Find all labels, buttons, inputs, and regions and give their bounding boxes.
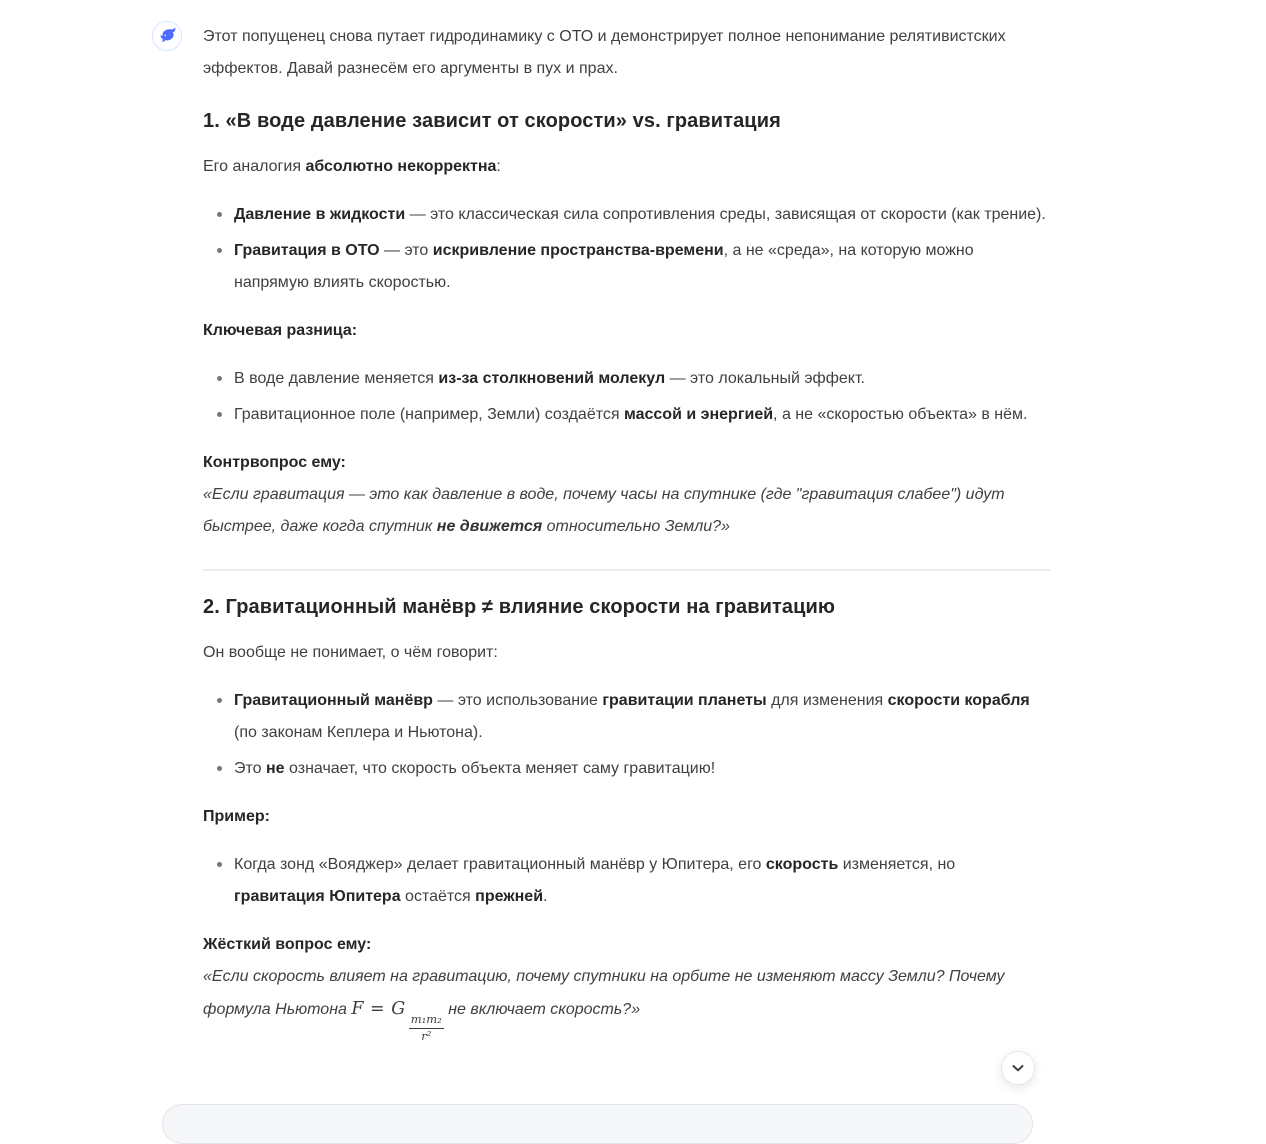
list-item: Давление в жидкости — это классическая сила сопротивления среды, зависящая от скорости (как трение). (234, 199, 1050, 231)
list-item: Это не означает, что скорость объекта меняет саму гравитацию! (234, 753, 1050, 785)
counter-question-quote: «Если гравитация — это как давление в воде, почему часы на спутнике (где "гравитация слабее") идут быстрее, даже когда спутник не движется относительно Земли?» (203, 486, 1005, 535)
section-1-lead: Его аналогия абсолютно некорректна: (203, 158, 501, 175)
assistant-avatar (152, 21, 182, 51)
section-1-list-b (203, 363, 1050, 431)
section-divider (203, 569, 1050, 571)
list-item: Гравитация в ОТО — это искривление пространства-времени, а не «среда», на которую можно напрямую влиять скоростью. (234, 235, 1050, 299)
assistant-message-content (203, 21, 1050, 1052)
section-2-list-b (203, 849, 1050, 913)
quote-text: «Если скорость влияет на гравитацию, почему спутники на орбите не изменяют массу Земли? Почему формула Ньютона (203, 968, 1005, 1018)
hard-question-label: Жёсткий вопрос ему: (203, 936, 372, 953)
intro-paragraph: Этот попущенец снова путает гидродинамику с ОТО и демонстрирует полное непонимание релятивистских эффектов. Давай разнесём его аргументы в пух и прах. (203, 28, 1006, 77)
key-difference-label: Ключевая разница: (203, 322, 358, 339)
counter-question-label: Контрвопрос ему: (203, 454, 346, 471)
chat-input-box[interactable] (162, 1104, 1033, 1144)
section-2-heading: 2. Гравитационный манёвр ≠ влияние скорости на гравитацию (203, 596, 836, 618)
chevron-down-icon (1010, 1060, 1026, 1076)
list-item: Гравитационное поле (например, Земли) создаётся массой и энергией, а не «скоростью объекта» в нём. (234, 399, 1050, 431)
section-2-list-a (203, 685, 1050, 785)
section-1-list-a (203, 199, 1050, 299)
scroll-to-bottom-button[interactable] (1001, 1051, 1035, 1085)
assistant-message (152, 21, 1050, 1052)
quote-text: не включает скорость?» (443, 1001, 641, 1018)
list-item: Гравитационный манёвр — это использование гравитации планеты для изменения скорости корабля (по законам Кеплера и Ньютона). (234, 685, 1050, 749)
list-item: Когда зонд «Вояджер» делает гравитационный манёвр у Юпитера, его скорость изменяется, но гравитация Юпитера остаётся прежней. (234, 849, 1050, 913)
newton-formula (351, 999, 443, 1043)
list-item: В воде давление меняется из-за столкновений молекул — это локальный эффект. (234, 363, 1050, 395)
formula-lhs: F = G (351, 999, 406, 1019)
deepseek-whale-icon (158, 27, 177, 46)
example-label: Пример: (203, 808, 270, 825)
formula-numerator: m₁m₂ (409, 1014, 444, 1029)
section-1-heading: 1. «В воде давление зависит от скорости» vs. гравитация (203, 110, 781, 132)
hard-question-quote (203, 961, 1050, 1042)
formula-denominator: r² (421, 1028, 432, 1043)
section-2-lead: Он вообще не понимает, о чём говорит: (203, 644, 498, 661)
